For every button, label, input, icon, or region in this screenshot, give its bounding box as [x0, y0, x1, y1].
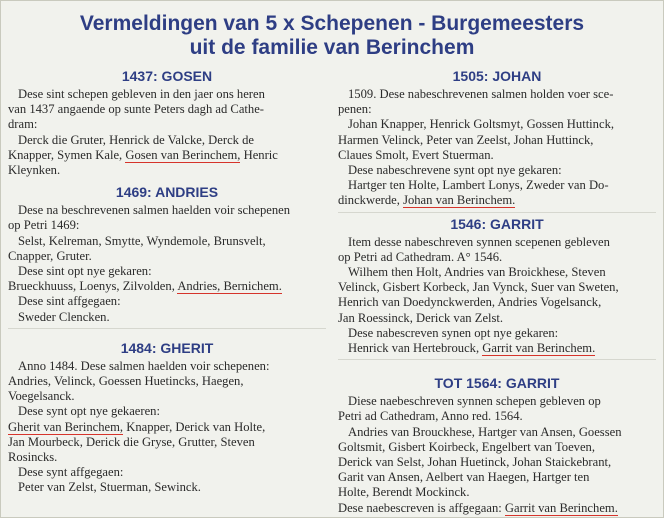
text-line: Voegelsanck.: [8, 389, 75, 404]
text-line: 1509. Dese nabeschrevenen salmen holden voer sce-: [348, 87, 614, 101]
text-span: Knapper, Derick van Holte,: [126, 419, 266, 434]
text-span: Henrick van Hertebrouck,: [348, 341, 480, 356]
text-line: [338, 341, 656, 356]
text-span: dinckwerde,: [338, 193, 400, 208]
text-line: Andries, Velinck, Goessen Huetincks, Haegen,: [8, 374, 244, 389]
section-garrit-1564: [338, 375, 656, 516]
highlighted-name: Gherit van Berinchem,: [8, 419, 124, 434]
text-span: Brueckhuuss, Loenys, Zilvolden,: [8, 279, 175, 294]
text-line: Dese synt affgegaen:: [18, 465, 124, 480]
section-gosen: [8, 68, 326, 178]
text-line: Andries van Brouckhese, Hartger van Ansen, Goessen: [348, 424, 622, 439]
section-garrit-1546: [338, 216, 656, 357]
text-span: Knapper, Symen Kale,: [8, 147, 123, 162]
text-line: Petri ad Cathedram, Anno red. 1564.: [338, 409, 523, 424]
page-title-line-1: Vermeldingen van 5 x Schepenen - Burgemeesters: [79, 12, 585, 35]
text-line: op Petri 1469:: [8, 218, 80, 233]
text-line: [8, 279, 326, 294]
text-line: [338, 193, 656, 208]
text-line: dram:: [8, 117, 38, 132]
text-line: Goltsmit, Gisbert Koirbeck, Engelbert van Toeven,: [338, 439, 595, 454]
text-line: Kleynken.: [8, 163, 61, 178]
text-line: Jan Mourbeck, Derick die Gryse, Grutter, Steven: [8, 434, 255, 449]
section-heading: 1484: GHERIT: [120, 339, 214, 356]
divider: [8, 328, 326, 329]
text-line: Harmen Velinck, Peter van Zeelst, Johan Huttinck,: [338, 132, 594, 147]
text-line: Jan Roessinck, Derick van Zelst.: [338, 310, 504, 325]
text-line: Sweder Clencken.: [18, 309, 110, 324]
divider: [338, 359, 656, 360]
text-line: Diese naebeschreven synnen schepen gebleven op: [348, 394, 601, 409]
text-line: Derick van Selst, Johan Huetinck, Johan Staickebrant,: [338, 455, 612, 470]
section-heading: 1437: GOSEN: [121, 68, 213, 84]
text-line: op Petri ad Cathedram. A° 1546.: [338, 249, 503, 264]
section-heading: 1546: GARRIT: [450, 215, 544, 232]
section-heading: TOT 1564: GARRIT: [434, 375, 560, 392]
text-span: Dese naebescreven is affgegaan:: [338, 500, 502, 515]
highlighted-name: Johan van Berinchem.: [403, 193, 516, 208]
text-line: [338, 501, 656, 516]
section-heading: 1469: ANDRIES: [115, 184, 219, 201]
text-line: Holte, Berendt Mockinck.: [338, 485, 470, 500]
text-line: Velinck, Gisbert Korbeck, Jan Vynck, Suer van Sweten,: [338, 280, 619, 295]
text-line: Garit van Ansen, Aelbert van Haegen, Hartger ten: [338, 470, 590, 485]
text-line: Claues Smolt, Evert Stuerman.: [338, 147, 494, 162]
highlighted-name: Garrit van Berinchem.: [482, 341, 596, 356]
text-line: Wilhem then Holt, Andries van Broickhese, Steven: [348, 265, 606, 280]
highlighted-name: Andries, Bernichem.: [177, 279, 282, 294]
page-title-line-2: uit de familie van Berinchem: [189, 36, 475, 59]
text-line: Selst, Kelreman, Smytte, Wyndemole, Brunsvelt,: [18, 233, 266, 248]
text-line: Dese sint opt nye gekaren:: [18, 264, 152, 279]
section-gherit: [8, 340, 326, 496]
highlighted-name: Gosen van Berinchem,: [125, 147, 241, 162]
left-column: [8, 66, 326, 496]
text-span: Henric: [243, 147, 278, 162]
text-line: Peter van Zelst, Stuerman, Sewinck.: [18, 480, 201, 495]
text-line: Dese sint schepen gebleven in den jaer ons heren: [18, 87, 265, 101]
text-line: Cnapper, Gruter.: [8, 248, 92, 263]
text-line: Dese nabeschrevene synt opt nye gekaren:: [348, 163, 562, 178]
right-column: [338, 66, 656, 516]
highlighted-name: Garrit van Berinchem.: [504, 500, 618, 515]
text-line: Rosincks.: [8, 450, 58, 465]
text-line: [8, 420, 326, 435]
section-heading: 1505: JOHAN: [452, 68, 542, 84]
text-line: Dese nabescreven synen opt nye gekaren:: [348, 325, 559, 340]
text-line: Johan Knapper, Henrick Goltsmyt, Gossen Huttinck,: [348, 117, 615, 132]
text-line: Anno 1484. Dese salmen haelden voir schepenen:: [18, 358, 270, 373]
page-title-block: [0, 12, 664, 60]
text-line: Dese synt opt nye gekaeren:: [18, 404, 160, 419]
text-line: Dese na beschrevenen salmen haelden voir schepenen: [18, 203, 291, 218]
section-andries: [8, 184, 326, 325]
text-line: penen:: [338, 102, 372, 117]
text-line: Henrich van Doedynckwerden, Andries Vogelsanck,: [338, 295, 602, 310]
text-line: Item desse nabeschreven synnen scepenen gebleven: [348, 234, 610, 249]
text-line: [8, 148, 326, 163]
text-line: Dese sint affgegaen:: [18, 294, 121, 309]
text-line: van 1437 angaende op sunte Peters dagh ad Cathe-: [8, 102, 264, 117]
section-johan: [338, 68, 656, 209]
divider: [338, 212, 656, 213]
text-line: Derck die Gruter, Henrick de Valcke, Derck de: [18, 132, 254, 147]
text-line: Hartger ten Holte, Lambert Lonys, Zweder van Do-: [348, 178, 609, 193]
